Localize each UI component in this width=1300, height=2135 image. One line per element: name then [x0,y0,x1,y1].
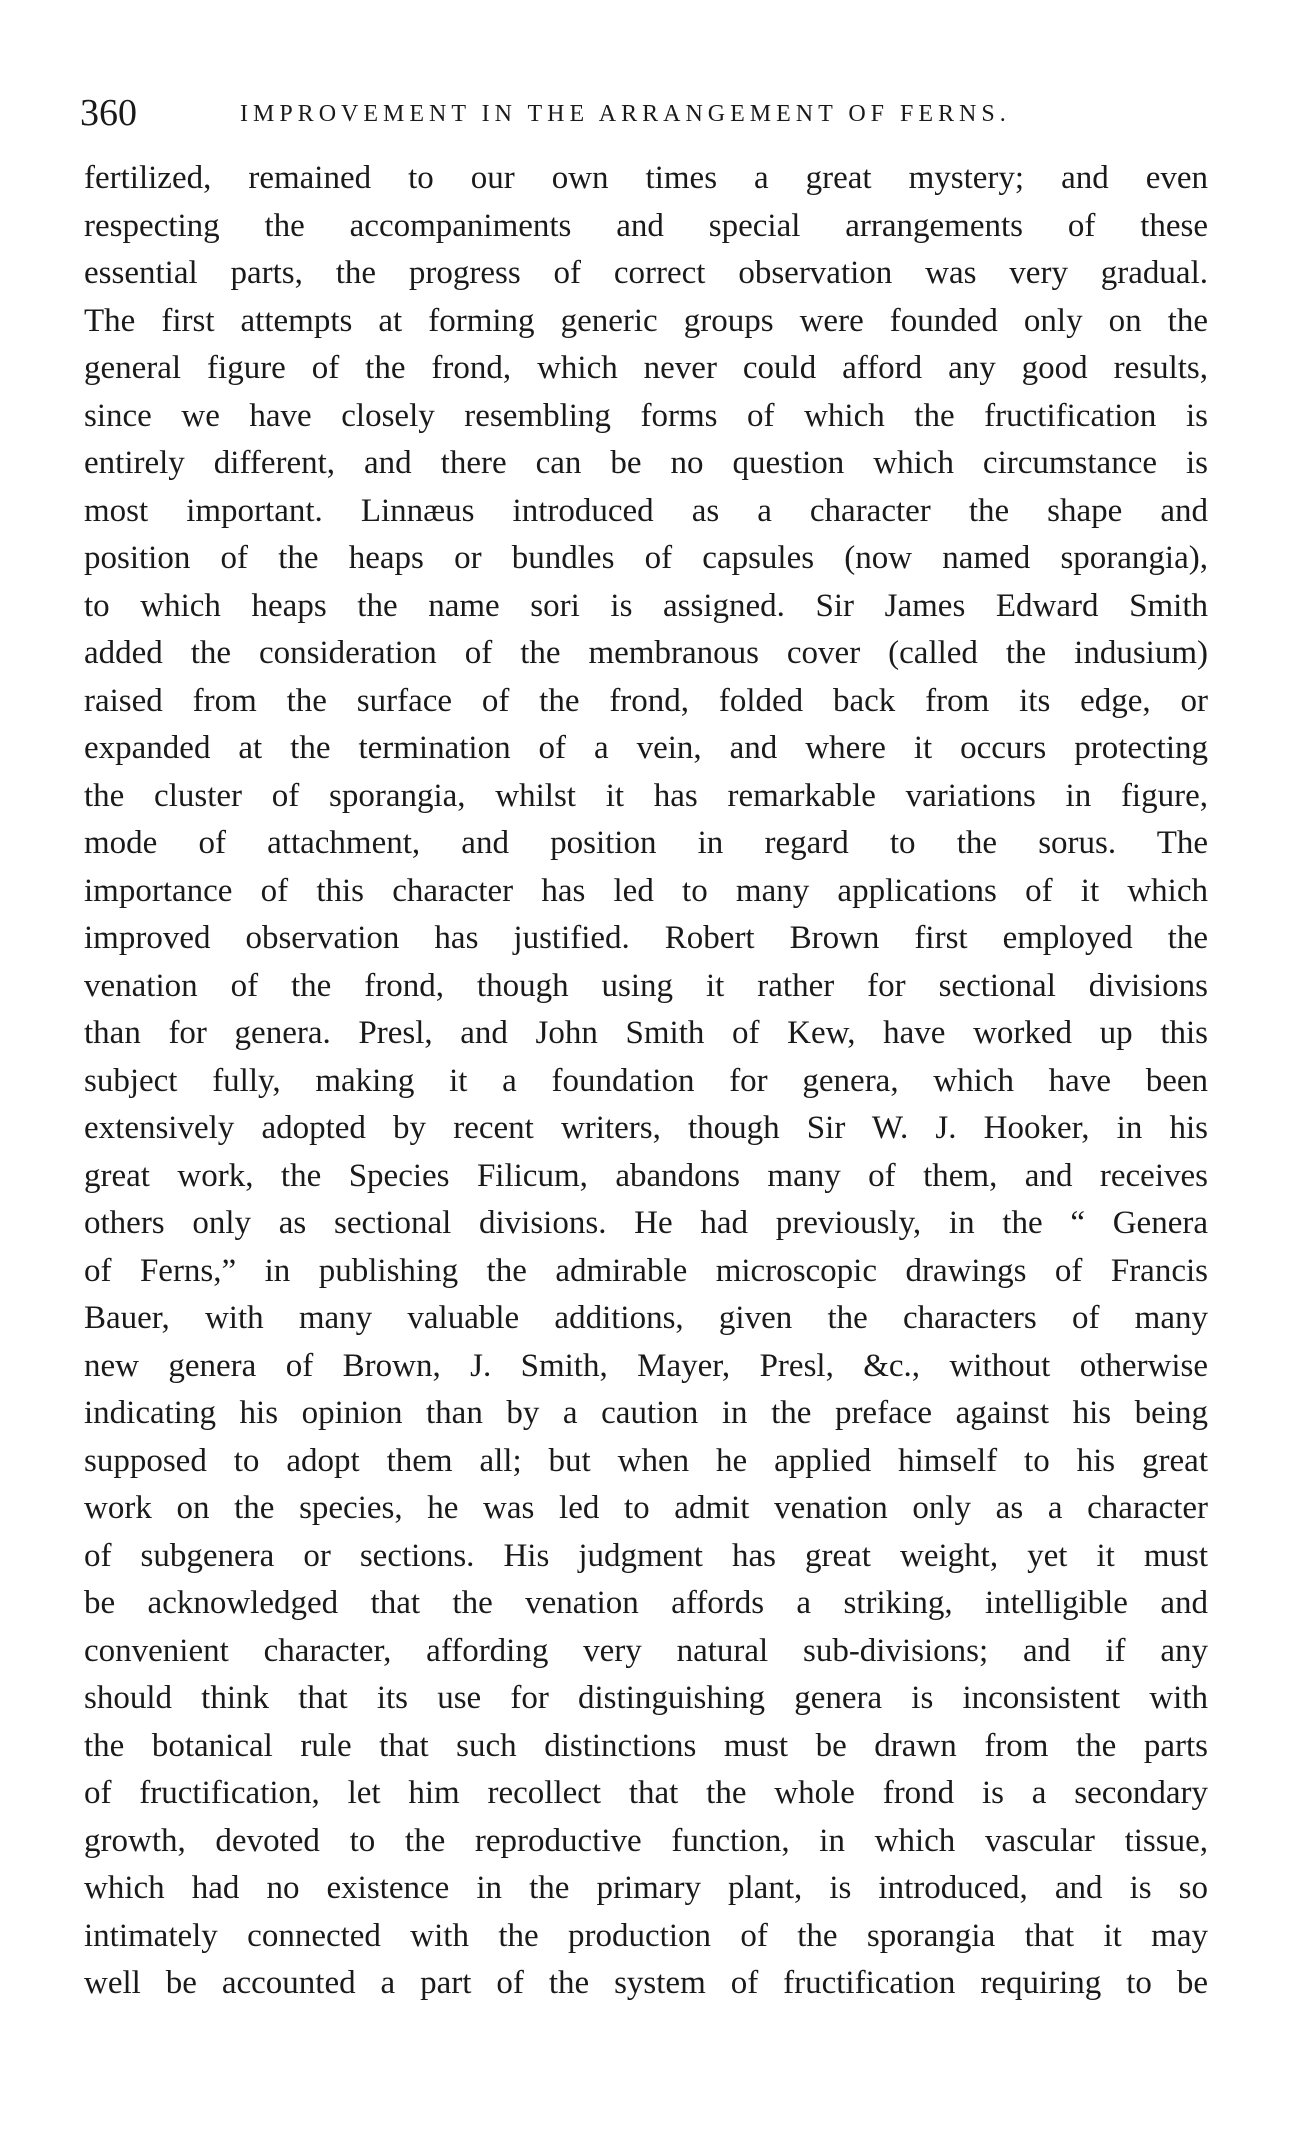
text-line: be acknowledged that the venation affords a striking, intelligible and [84,1585,1208,1621]
text-line: mode of attachment, and position in regard to the sorus. The [84,825,1208,861]
text-line: which had no existence in the primary plant, is introduced, and is so [84,1870,1208,1906]
text-line: the botanical rule that such distinctions must be drawn from the parts [84,1727,1208,1764]
text-line: great work, the Species Filicum, abandons many of them, and receives [84,1157,1208,1194]
text-line: venation of the frond, though using it rather for sectional divisions [84,967,1208,1004]
text-line: most important. Linnæus introduced as a character the shape and [84,492,1208,529]
text-line: raised from the surface of the frond, folded back from its edge, or [84,682,1208,719]
text-line: essential parts, the progress of correct observation was very gradual. [84,255,1208,291]
running-head: IMPROVEMENT IN THE ARRANGEMENT OF FERNS. [240,101,1011,127]
text-line: of subgenera or sections. His judgment has great weight, yet it must [84,1537,1208,1574]
page-header [0,88,1300,138]
text-line: importance of this character has led to many applications of it which [84,872,1208,909]
text-line: intimately connected with the production of the sporangia that it may [84,1917,1208,1954]
text-line: the cluster of sporangia, whilst it has remarkable variations in figure, [84,777,1208,814]
text-line: than for genera. Presl, and John Smith of Kew, have worked up this [84,1015,1208,1051]
text-line: Bauer, with many valuable additions, given the characters of many [84,1300,1208,1336]
text-line: convenient character, affording very natural sub-divisions; and if any [84,1632,1208,1669]
text-line: to which heaps the name sori is assigned. Sir James Edward Smith [84,587,1208,624]
page-number: 360 [80,92,137,134]
text-line: of fructification, let him recollect that the whole frond is a secondary [84,1775,1208,1811]
text-line: expanded at the termination of a vein, and where it occurs protecting [84,730,1208,766]
text-line: others only as sectional divisions. He had previously, in the “ Genera [84,1205,1208,1241]
text-line: well be accounted a part of the system of fructification requiring to be [84,1965,1208,2001]
text-line: indicating his opinion than by a caution in the preface against his being [84,1395,1208,1431]
text-line: new genera of Brown, J. Smith, Mayer, Presl, &c., without otherwise [84,1347,1208,1384]
text-line: position of the heaps or bundles of capsules (now named sporangia), [84,540,1208,576]
body-text [84,155,1208,2008]
text-line: subject fully, making it a foundation for genera, which have been [84,1062,1208,1099]
text-line: respecting the accompaniments and special arrangements of these [84,207,1208,244]
text-line: added the consideration of the membranous cover (called the indusium) [84,635,1208,671]
text-line: of Ferns,” in publishing the admirable microscopic drawings of Francis [84,1252,1208,1289]
text-line: should think that its use for distinguishing genera is inconsistent with [84,1680,1208,1716]
text-line: growth, devoted to the reproductive function, in which vascular tissue, [84,1822,1208,1859]
text-line: work on the species, he was led to admit venation only as a character [84,1490,1208,1526]
text-line: improved observation has justified. Robert Brown first employed the [84,920,1208,956]
text-line: supposed to adopt them all; but when he applied himself to his great [84,1442,1208,1479]
text-line: extensively adopted by recent writers, though Sir W. J. Hooker, in his [84,1110,1208,1146]
text-line: The first attempts at forming generic groups were founded only on the [84,302,1208,339]
text-line: fertilized, remained to our own times a great mystery; and even [84,160,1208,196]
text-line: general figure of the frond, which never could afford any good results, [84,350,1208,386]
text-line: since we have closely resembling forms of which the fructification is [84,397,1208,434]
text-line: entirely different, and there can be no question which circumstance is [84,445,1208,481]
